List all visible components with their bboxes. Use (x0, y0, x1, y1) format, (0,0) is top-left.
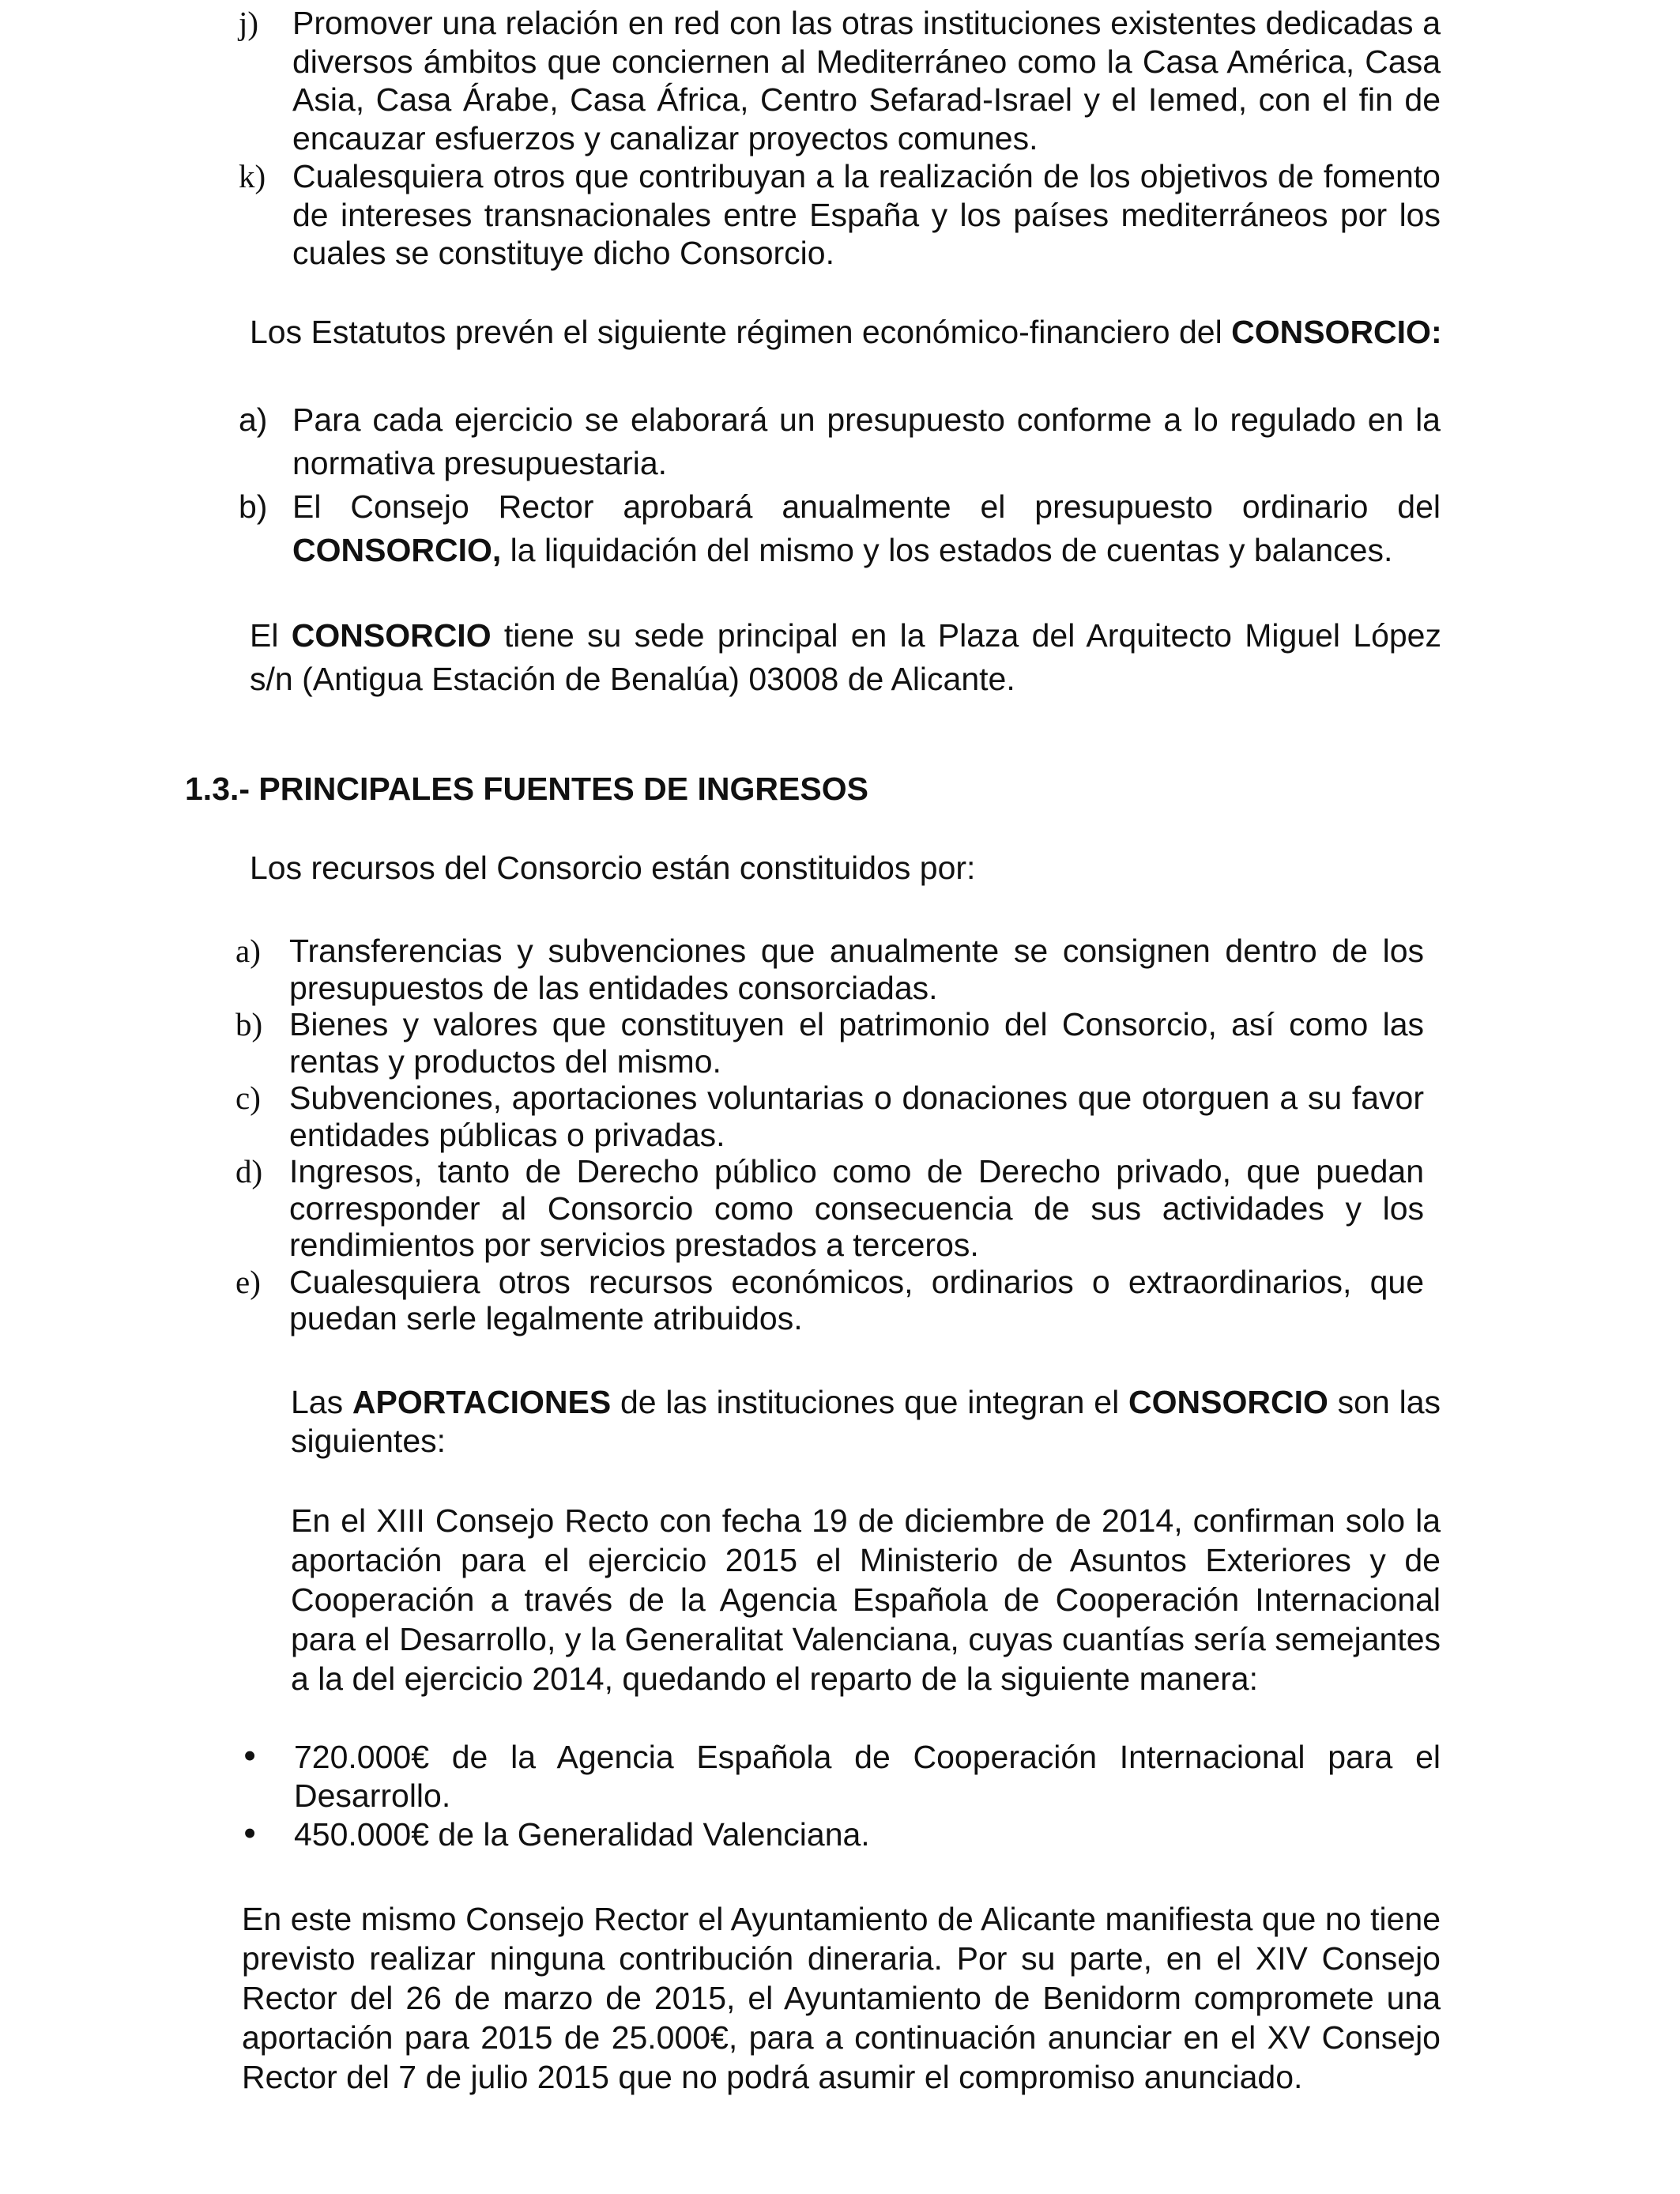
aportaciones-bold: CONSORCIO (1128, 1384, 1328, 1420)
list-item-e (235, 1264, 1424, 1337)
aportaciones-paragraph (291, 1383, 1441, 1460)
list-marker: d) (235, 1153, 263, 1189)
bullet-text: 720.000€ de la Agencia Española de Cooperación Internacional para el Desarrollo. (294, 1739, 1441, 1814)
list-item-a (239, 398, 1441, 485)
bullet-item (240, 1815, 1441, 1854)
bullet-marker: • (240, 1738, 260, 1776)
sede-paragraph (250, 614, 1441, 701)
list-item-text: Promover una relación en red con las otras instituciones existentes dedicadas a diversos ámbitos que conciernen al Mediterráneo como la Casa América, Casa Asia, Casa Árabe, Casa África, Centro Sefarad-Israel y el Iemed, con el fin de encauzar esfuerzos y canalizar proyectos comunes. (292, 5, 1441, 156)
list-item-text: Cualesquiera otros recursos económicos, ordinarios o extraordinarios, que puedan serle legalmente atribuidos. (289, 1263, 1424, 1336)
estatutos-bold: CONSORCIO: (1231, 314, 1442, 350)
list-item-text: Cualesquiera otros que contribuyan a la realización de los objetivos de fomento de intereses transnacionales entre España y los países mediterráneos por los cuales se constituye dicho Consorcio. (292, 158, 1441, 271)
list-item-j (239, 4, 1441, 157)
aportaciones-text: son las siguientes: (291, 1384, 1441, 1459)
bullet-list (240, 1738, 1441, 1854)
section-heading: 1.3.- PRINCIPALES FUENTES DE INGRESOS (185, 771, 868, 807)
list-item-text: El Consejo Rector aprobará anualmente el presupuesto ordinario del (292, 488, 1441, 525)
list-top (239, 4, 1441, 273)
recursos-intro: Los recursos del Consorcio están constituidos por: (250, 850, 976, 886)
list-item-b (235, 1006, 1424, 1080)
final-paragraph: En este mismo Consejo Rector el Ayuntamiento de Alicante manifiesta que no tiene previsto realizar ninguna contribución dineraria. Por su parte, en el XIV Consejo Rector del 26 de marzo de 2015, el Ayuntamiento de Benidorm compromete una aportación para 2015 de 25.000€, para a continuación anunciar en el XV Consejo Rector del 7 de julio 2015 que no podrá asumir el compromiso anunciado. (242, 1901, 1441, 2095)
estatutos-text: Los Estatutos prevén el siguiente régimen económico-financiero del (250, 314, 1232, 350)
sede-text: El (250, 617, 292, 654)
consejo-paragraph: En el XIII Consejo Recto con fecha 19 de diciembre de 2014, confirman solo la aportación para el ejercicio 2015 el Ministerio de Asuntos Exteriores y de Cooperación a través de la Agencia Española de Cooperación Internacional para el Desarrollo, y la Generalitat Valenciana, cuyas cuantías sería semejantes a la del ejercicio 2014, quedando el reparto de la siguiente manera: (291, 1502, 1441, 1697)
sede-text: tiene su sede principal en la Plaza del Arquitecto Miguel López s/n (Antigua Estación de Benalúa) 03008 de Alicante. (250, 617, 1441, 697)
regimen-list (239, 398, 1441, 572)
aportaciones-text: Las (291, 1384, 352, 1420)
list-marker: k) (239, 158, 266, 194)
list-item-c (235, 1080, 1424, 1153)
aportaciones-text: de las instituciones que integran el (611, 1384, 1128, 1420)
list-item-text: Bienes y valores que constituyen el patrimonio del Consorcio, así como las rentas y productos del mismo. (289, 1006, 1424, 1080)
list-marker: b) (235, 1006, 263, 1042)
list-marker: c) (235, 1080, 261, 1116)
bullet-marker: • (240, 1815, 260, 1853)
list-marker: a) (239, 401, 268, 438)
list-item-k (239, 157, 1441, 273)
aportaciones-bold: APORTACIONES (352, 1384, 612, 1420)
list-item-d (235, 1153, 1424, 1264)
list-item-text: Subvenciones, aportaciones voluntarias o donaciones que otorguen a su favor entidades públicas o privadas. (289, 1080, 1424, 1153)
list-item-text: la liquidación del mismo y los estados de cuentas y balances. (501, 532, 1393, 568)
list-item-a (235, 933, 1424, 1006)
list-item-text: Para cada ejercicio se elaborará un presupuesto conforme a lo regulado en la normativa presupuestaria. (292, 401, 1441, 481)
recursos-list (235, 933, 1424, 1337)
list-marker: a) (235, 933, 261, 969)
bullet-text: 450.000€ de la Generalidad Valenciana. (294, 1816, 870, 1853)
sede-bold: CONSORCIO (291, 617, 492, 654)
bullet-item (240, 1738, 1441, 1815)
list-item-text: Ingresos, tanto de Derecho público como de Derecho privado, que puedan corresponder al Consorcio como consecuencia de sus actividades y los rendimientos por servicios prestados a terceros. (289, 1153, 1424, 1263)
list-item-text: Transferencias y subvenciones que anualmente se consignen dentro de los presupuestos de las entidades consorciadas. (289, 933, 1424, 1006)
list-item-bold: CONSORCIO, (292, 532, 502, 568)
list-marker: e) (235, 1263, 261, 1300)
list-item-b (239, 485, 1441, 572)
estatutos-paragraph (250, 313, 1451, 352)
list-marker: b) (239, 488, 268, 525)
list-marker: j) (239, 5, 259, 41)
